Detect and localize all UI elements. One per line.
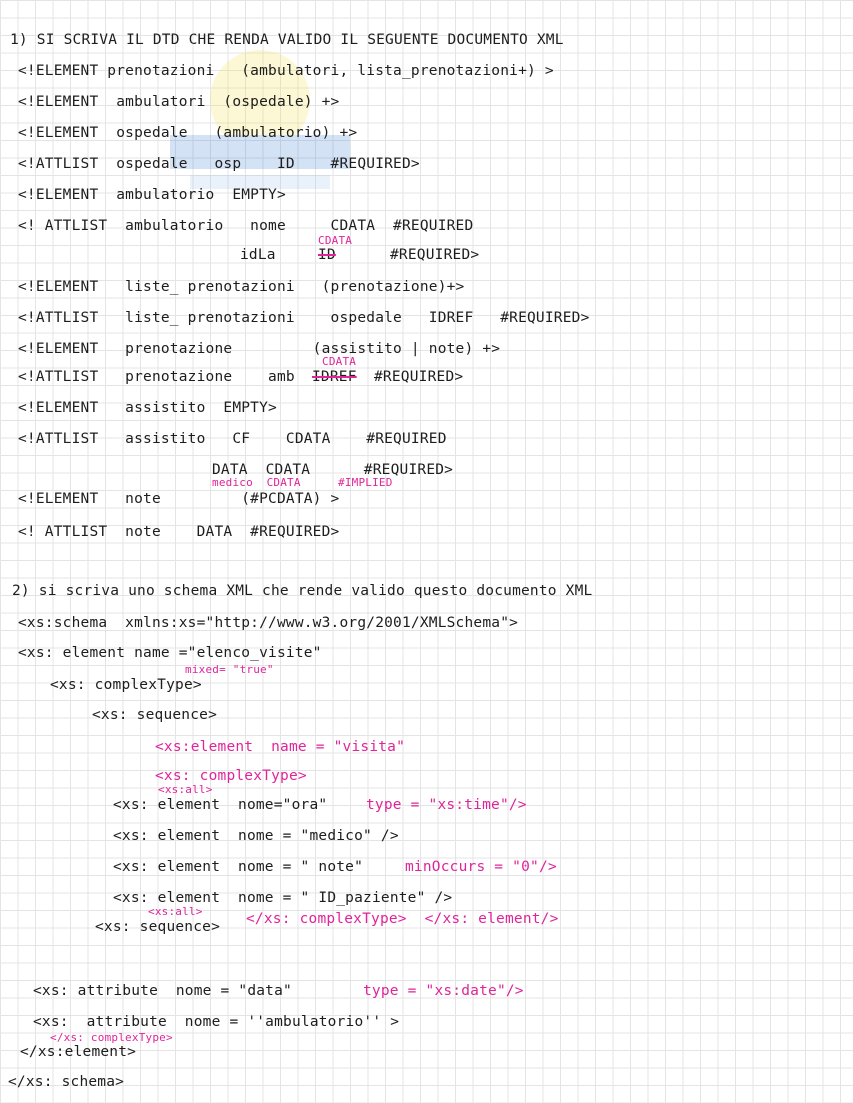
xsd-line: <xs: element name ="elenco_visite" [18,645,322,661]
correction-all-open: <xs:all> [158,783,213,796]
dtd-line: <!ELEMENT ospedale (ambulatorio) +> [18,125,358,141]
xsd-line: <xs: element nome = " ID_paziente" /> [113,890,453,906]
dtd-line: idLa [240,247,276,263]
xsd-line: </xs:element> [20,1044,137,1060]
dtd-line: <!ELEMENT note (#PCDATA) > [18,491,340,507]
correction-closing-complextype: </xs: complexType> [50,1031,173,1044]
xsd-line: <xs: sequence> [95,919,221,935]
correction-medico: medico CDATA [212,476,301,489]
correction-visita: <xs:element name = "visita" [155,739,406,755]
xsd-line: <xs: element nome="ora" [113,797,328,813]
dtd-line: <!ELEMENT prenotazioni (ambulatori, lista_prenotazioni+) > [18,63,554,79]
dtd-line: <!ATTLIST prenotazione amb [18,369,295,385]
struck-type: IDREF [312,369,357,385]
exercise-1-heading: 1) SI SCRIVA IL DTD CHE RENDA VALIDO IL SEGUENTE DOCUMENTO XML [10,32,564,48]
correction-mixed: mixed= "true" [185,663,274,676]
dtd-line: <! ATTLIST ambulatorio nome CDATA #REQUIRED [18,218,474,234]
correction-complextype: <xs: complexType> [155,768,307,784]
dtd-line: #REQUIRED> [390,247,480,263]
struck-type: ID [318,247,336,263]
correction-ora-type: type = "xs:time"/> [366,797,527,813]
dtd-line: <!ELEMENT ambulatorio EMPTY> [18,187,286,203]
xsd-line: <xs: element nome = "medico" /> [113,828,399,844]
dtd-line: #REQUIRED> [374,369,464,385]
correction-cdata: CDATA [322,355,357,368]
exercise-2-heading: 2) si scriva uno schema XML che rende valido questo documento XML [12,583,593,599]
correction-minoccurs: minOccurs = "0"/> [405,859,557,875]
xsd-line: <xs: element nome = " note" [113,859,364,875]
dtd-line: DATA CDATA #REQUIRED> [212,462,454,478]
dtd-line: <!ATTLIST assistito CF CDATA #REQUIRED [18,431,447,447]
xsd-line: <xs: attribute nome = "data" [33,983,292,999]
xsd-line: <xs: sequence> [92,707,218,723]
correction-implied: #IMPLIED [338,476,393,489]
dtd-line: <!ELEMENT ambulatori (ospedale) +> [18,94,340,110]
correction-all-close: <xs:all> [148,905,203,918]
dtd-line: <!ELEMENT liste_ prenotazioni (prenotazione)+> [18,279,465,295]
dtd-line: <! ATTLIST note DATA #REQUIRED> [18,524,340,540]
xsd-line: </xs: schema> [8,1074,125,1090]
xsd-line: <xs: attribute nome = ''ambulatorio'' > [33,1014,400,1030]
correction-cdata: CDATA [318,234,353,247]
xsd-line: <xs:schema xmlns:xs="http://www.w3.org/2001/XMLSchema"> [18,615,519,631]
correction-data-type: type = "xs:date"/> [363,983,524,999]
dtd-line: <!ELEMENT assistito EMPTY> [18,400,277,416]
correction-closing: </xs: complexType> </xs: element/> [246,911,559,927]
dtd-line: <!ATTLIST ospedale osp ID #REQUIRED> [18,156,420,172]
xsd-line: <xs: complexType> [50,677,202,693]
dtd-line: <!ELEMENT prenotazione (assistito | note) +> [18,341,501,357]
dtd-line: <!ATTLIST liste_ prenotazioni ospedale IDREF #REQUIRED> [18,310,590,326]
